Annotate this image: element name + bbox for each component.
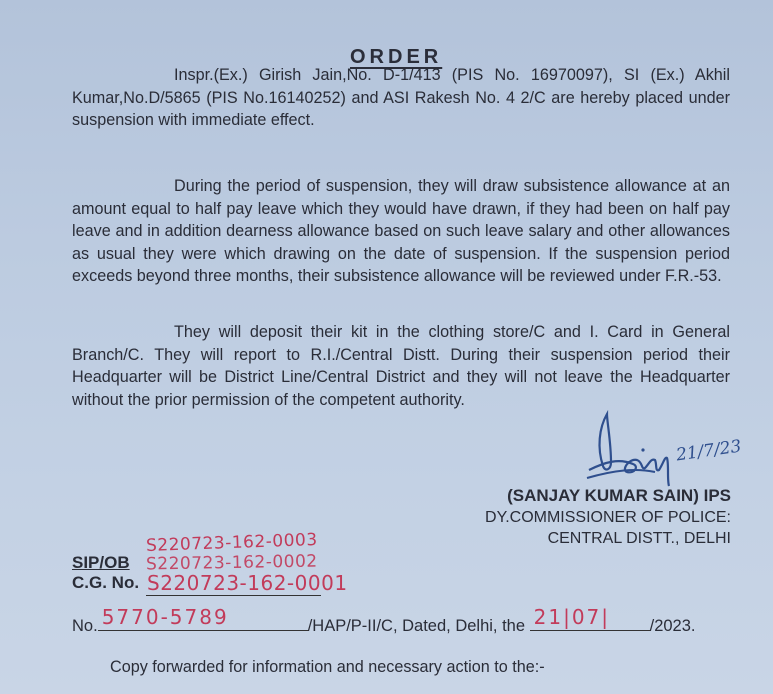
handwritten-ref-3: S220723-162-0003 bbox=[145, 530, 318, 556]
paragraph-headquarter: They will deposit their kit in the clothing store/C and I. Card in General Branch/C. They will report to R.I./Central Distt. During their suspension period their Headquarter will be District Line/Central District and they will not leave the Headquarter without the prior permission of the competent authority. bbox=[72, 323, 730, 409]
dispatch-date-blank bbox=[530, 605, 650, 631]
signatory-block bbox=[485, 485, 731, 549]
dispatch-prefix: No. bbox=[72, 617, 98, 635]
sip-ob-label: SIP/OB bbox=[72, 553, 130, 572]
dispatch-number-blank bbox=[98, 605, 308, 631]
signatory-office: CENTRAL DISTT., DELHI bbox=[547, 530, 731, 547]
signatory-name: (SANJAY KUMAR SAIN) IPS bbox=[507, 486, 731, 505]
handwritten-ref-1: S220723-162-0001 bbox=[147, 571, 348, 595]
copy-forwarded-line: Copy forwarded for information and necessary action to the:- bbox=[110, 658, 545, 676]
cg-no-label: C.G. No. bbox=[72, 573, 140, 592]
dispatch-suffix: /2023. bbox=[649, 617, 696, 635]
handwritten-ref-2: S220723-162-0002 bbox=[145, 551, 318, 575]
document-title: ORDER bbox=[350, 46, 443, 68]
paragraph-allowance: During the period of suspension, they will draw subsistence allowance at an amount equal to half pay leave which they would have drawn, if they had been on half pay leave and in addition dearness allowance based on such leave salary and other allowances as usual they were which drawing on the date of suspension. If the suspension period exceeds beyond three months, their subsistence allowance will be reviewed under F.R.-53. bbox=[72, 177, 730, 285]
dispatch-middle: /HAP/P-II/C, Dated, Delhi, the bbox=[307, 617, 526, 635]
paragraph-suspension: Inspr.(Ex.) Girish Jain,No. D-1/413 (PIS No. 16970097), SI (Ex.) Akhil Kumar,No.D/5865 (PIS No.16140252) and ASI Rakesh No. 4 2/C are hereby placed under suspension with immediate effect. bbox=[72, 66, 730, 129]
cg-underline bbox=[146, 595, 321, 596]
signatory-designation: DY.COMMISSIONER OF POLICE: bbox=[485, 509, 731, 526]
signature-date: 21/7/23 bbox=[674, 436, 743, 466]
dispatch-line bbox=[72, 605, 696, 636]
dispatch-number: 5770-5789 bbox=[101, 605, 229, 629]
dispatch-date: 21|07| bbox=[533, 605, 610, 629]
